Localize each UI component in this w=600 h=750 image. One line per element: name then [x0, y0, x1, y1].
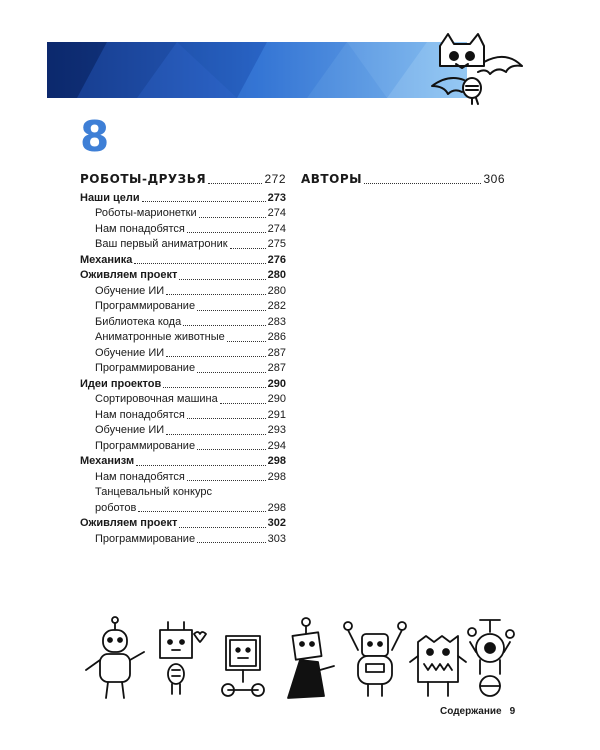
toc-subentry[interactable]: Обучение ИИ 293	[95, 424, 286, 436]
toc-subentry[interactable]: Нам понадобятся 274	[95, 222, 286, 235]
toc-subentry[interactable]: Аниматронные животные 286	[95, 331, 286, 343]
robot-illustrations	[78, 612, 518, 712]
bat-robot-illustration	[426, 28, 526, 113]
toc-entry[interactable]: Механизм 298	[80, 455, 286, 467]
toc-subentry[interactable]: Обучение ИИ 287	[95, 346, 286, 359]
toc-entry[interactable]: Наши цели 273	[80, 191, 286, 204]
robot-7-illustration	[468, 620, 514, 696]
robot-5-illustration	[344, 622, 406, 696]
toc-entry[interactable]: Оживляем проект 280	[80, 269, 286, 281]
toc-entry[interactable]: Идеи проектов 290	[80, 377, 286, 390]
robot-2-illustration	[160, 622, 206, 694]
toc-column-left	[80, 172, 286, 547]
toc-subentry[interactable]: Программирование 282	[95, 300, 286, 312]
toc-entry[interactable]: Оживляем проект 302	[80, 517, 286, 529]
toc-subentry[interactable]: Программирование 303	[95, 532, 286, 545]
toc-subentry[interactable]: роботов 298	[95, 501, 286, 514]
toc-subentry[interactable]: Роботы-марионетки 274	[95, 207, 286, 219]
toc-subentry-first-line[interactable]: Танцевальный конкурс	[95, 486, 212, 498]
toc-chapter[interactable]: РОБОТЫ-ДРУЗЬЯ 272	[80, 172, 286, 186]
page-footer	[440, 706, 515, 717]
toc-entry[interactable]: Механика 276	[80, 253, 286, 266]
robot-6-illustration	[410, 636, 466, 696]
robot-1-illustration	[86, 617, 144, 698]
page-number: 9	[509, 706, 516, 717]
toc-subentry[interactable]: Ваш первый аниматроник 275	[95, 238, 286, 250]
toc-subentry[interactable]: Обучение ИИ 280	[95, 284, 286, 297]
header-banner	[47, 42, 467, 98]
toc-subentry[interactable]: Программирование 294	[95, 439, 286, 452]
chapter-number: 8	[80, 112, 111, 161]
toc-subentry[interactable]: Нам понадобятся 291	[95, 408, 286, 421]
toc-column-right	[301, 172, 505, 191]
robot-4-illustration	[288, 618, 334, 698]
toc-subentry[interactable]: Программирование 287	[95, 362, 286, 374]
footer-section-label: Содержание	[440, 706, 502, 717]
toc-subentry[interactable]: Сортировочная машина 290	[95, 393, 286, 405]
toc-subentry[interactable]: Библиотека кода 283	[95, 315, 286, 328]
toc-subentry[interactable]: Нам понадобятся 298	[95, 470, 286, 483]
robot-3-illustration	[222, 636, 264, 696]
toc-chapter[interactable]: АВТОРЫ 306	[301, 172, 505, 186]
